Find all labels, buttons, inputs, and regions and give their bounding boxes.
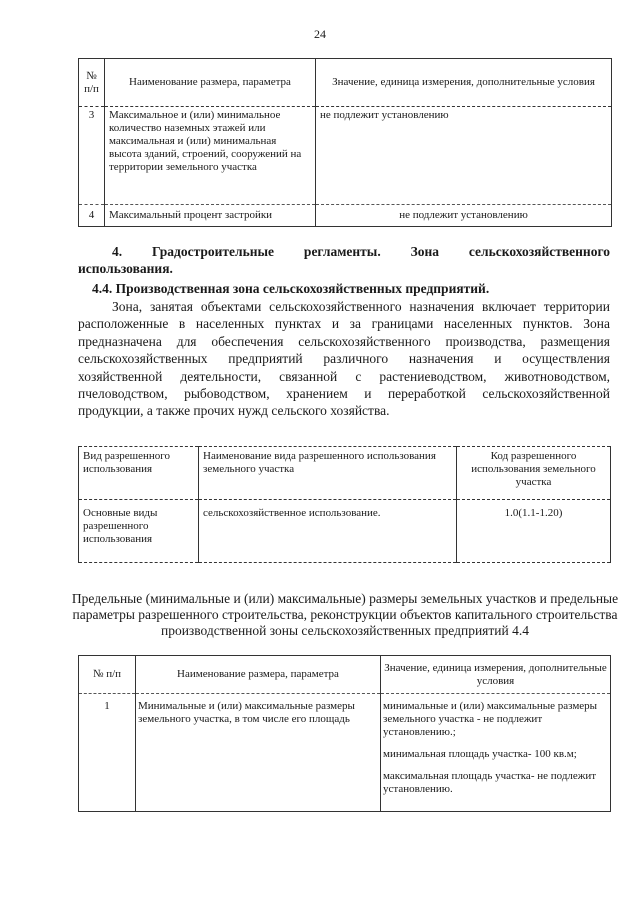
- table-row: [79, 205, 612, 227]
- header-cell: Значение, единица измерения, дополнительные условия: [316, 59, 612, 107]
- section-heading-line: 4. Градостроительные регламенты. Зона сельскохозяйственного: [112, 244, 610, 259]
- table-header-row: [79, 447, 611, 500]
- table-row: [79, 107, 612, 205]
- row-number: 1: [79, 694, 136, 812]
- section-heading-4: [78, 243, 610, 277]
- header-cell: Значение, единица измерения, дополнительные условия: [381, 656, 611, 694]
- header-cell: Вид разрешенного использования: [79, 447, 199, 500]
- row-number: 4: [79, 205, 105, 227]
- use-type: Основные виды разрешенного использования: [79, 500, 199, 563]
- parameter-value: максимальная площадь участка- не подлежит установлению.: [383, 770, 597, 795]
- parameter-values: [381, 694, 611, 812]
- limits-table-title: Предельные (минимальные и (или) максимальные) размеры земельных участков и предельные параметры разрешенного строительства, реконструкции объектов капитального строительства производственной зоны сельскохозяйственных предприятий 4.4: [71, 591, 619, 639]
- land-plot-limits-table: [78, 655, 611, 812]
- header-cell: № п/п: [79, 656, 136, 694]
- use-name: сельскохозяйственное использование.: [199, 500, 457, 563]
- header-cell: № п/п: [79, 59, 105, 107]
- header-cell: Код разрешенного использования земельного участка: [457, 447, 611, 500]
- parameters-table-continued: [78, 58, 612, 227]
- parameter-value: не подлежит установлению: [316, 107, 612, 205]
- zone-description-paragraph: Зона, занятая объектами сельскохозяйственного назначения включает территории расположенные в населенных пунктах и за границами населенных пунктов. Зона предназначена для обеспечения сельскохозяйственного производства, размещения сельскохозяйственных предприятий различного назначения и осуществления хозяйственной деятельности, связанной с растениеводством, животноводством, пчеловодством, рыбоводством, хранением и переработкой сельскохозяйственной продукции, а также прочих нужд сельского хозяйства.: [78, 299, 610, 419]
- table-row: [79, 694, 611, 812]
- header-cell: Наименование размера, параметра: [136, 656, 381, 694]
- parameter-name: Максимальный процент застройки: [105, 205, 316, 227]
- parameter-value: минимальные и (или) максимальные размеры земельного участка - не подлежит установлению.;: [383, 700, 598, 738]
- header-cell: Наименование размера, параметра: [105, 59, 316, 107]
- parameter-value: минимальная площадь участка- 100 кв.м;: [383, 748, 577, 760]
- parameter-name: Максимальное и (или) минимальное количество наземных этажей или максимальная и (или) минимальная высота зданий, строений, сооружений на территории земельного участка: [105, 107, 316, 205]
- page-number: 24: [314, 27, 326, 41]
- table-row: [79, 500, 611, 563]
- permitted-use-table: [78, 446, 611, 563]
- use-code: 1.0(1.1-1.20): [457, 500, 611, 563]
- header-cell: Наименование вида разрешенного использования земельного участка: [199, 447, 457, 500]
- subsection-heading-4-4: 4.4. Производственная зона сельскохозяйственных предприятий.: [92, 281, 490, 296]
- row-number: 3: [79, 107, 105, 205]
- table-header-row: [79, 656, 611, 694]
- parameter-value: не подлежит установлению: [316, 205, 612, 227]
- section-heading-line: использования.: [78, 261, 173, 276]
- parameter-name: Минимальные и (или) максимальные размеры земельного участка, в том числе его площадь: [136, 694, 381, 812]
- table-header-row: [79, 59, 612, 107]
